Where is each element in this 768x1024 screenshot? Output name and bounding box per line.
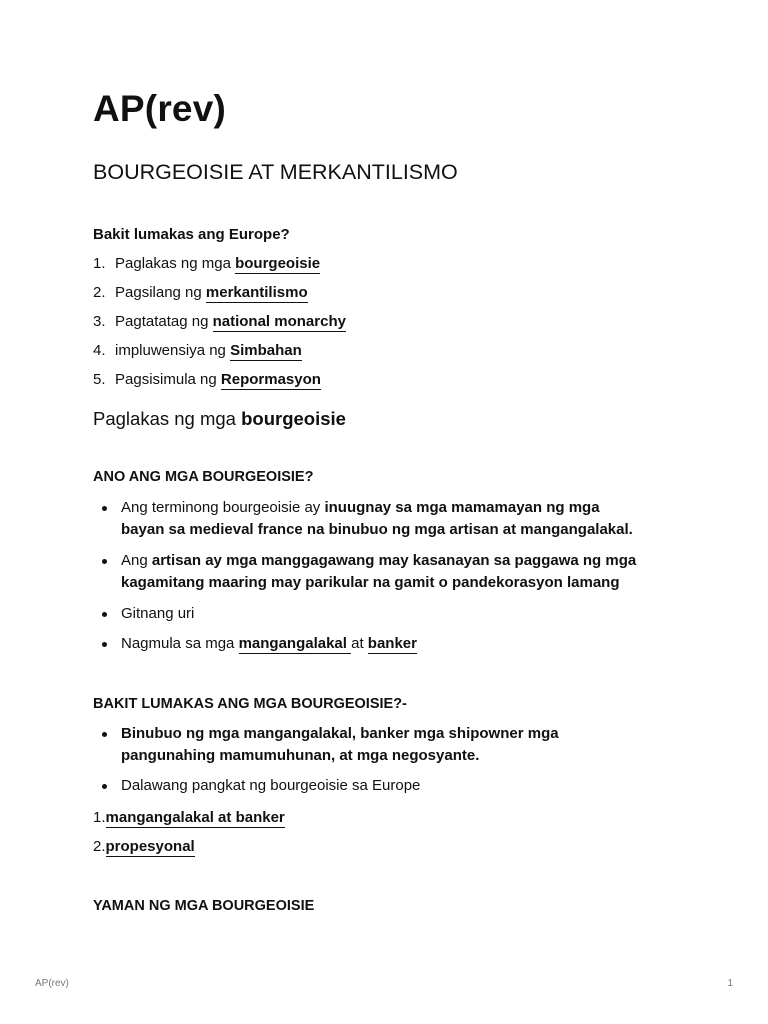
bullet-dot (102, 559, 107, 564)
bullet-bold-text: artisan ay mga manggagawang may kasanayan sa paggawa ng mga (151, 552, 637, 569)
page-number: 1 (727, 978, 733, 989)
bullet-bold-text: pangunahing mamumuhunan, at mga negosyante. (121, 747, 480, 764)
bullet-item (93, 775, 693, 797)
bullet-item (93, 603, 693, 625)
section-heading (93, 408, 346, 430)
bullet-text: Nagmula sa mga (121, 635, 239, 652)
bullet-dot (102, 784, 107, 789)
reason-text: Pagsisimula ng (115, 371, 221, 388)
group-item-1 (93, 809, 285, 826)
reason-number: 4. (93, 342, 106, 359)
bullet-text: Ang (121, 552, 152, 569)
reason-link[interactable]: bourgeoisie (235, 255, 321, 272)
group-link[interactable]: propesyonal (105, 838, 195, 855)
reason-link[interactable]: Repormasyon (220, 371, 321, 388)
section-heading-normal: Paglakas ng mga (93, 408, 242, 429)
reason-number: 2. (93, 284, 106, 301)
reason-item-1 (93, 255, 320, 272)
reason-text: Pagtatatag ng (115, 313, 213, 330)
reason-link[interactable]: Simbahan (230, 342, 302, 359)
bullet-item (93, 633, 693, 655)
group-item-2 (93, 838, 195, 855)
reason-text: impluwensiya ng (115, 342, 231, 359)
reason-number: 1. (93, 255, 106, 272)
footer-title: AP(rev) (35, 978, 69, 989)
reason-number: 3. (93, 313, 106, 330)
reason-item-2 (93, 284, 308, 301)
reason-number: 5. (93, 371, 106, 388)
reason-text: Paglakas ng mga (115, 255, 236, 272)
bullet-dot (102, 642, 107, 647)
bullet-bold-text: bayan sa medieval france na binubuo ng mga artisan at mangangalakal. (121, 521, 633, 538)
group-link[interactable]: mangangalakal at banker (105, 809, 285, 826)
reason-item-5 (93, 371, 321, 388)
section-heading-bold: bourgeoisie (241, 408, 346, 429)
bullet-link[interactable]: banker (367, 635, 417, 652)
bullet-bold-text: Binubuo ng mga mangangalakal, banker mga shipowner mga (121, 725, 559, 742)
bullet-text: Ang terminong bourgeoisie ay (121, 499, 325, 516)
reason-text: Pagsilang ng (115, 284, 206, 301)
bullet-item (93, 723, 693, 767)
reason-link[interactable]: national monarchy (212, 313, 346, 330)
bullet-dot (102, 506, 107, 511)
bullet-text: Dalawang pangkat ng bourgeoisie sa Europe (121, 777, 421, 794)
bullet-dot (102, 612, 107, 617)
reason-item-4 (93, 342, 302, 359)
bullet-bold-text: inuugnay sa mga mamamayan ng mga (324, 499, 600, 516)
section-title-ano: ANO ANG MGA BOURGEOISIE? (93, 469, 314, 485)
bullet-link[interactable]: mangangalakal (238, 635, 352, 652)
reason-link[interactable]: merkantilismo (205, 284, 308, 301)
bullet-bold-text: kagamitang maaring may parikular na gamit o pandekorasyon lamang (121, 574, 620, 591)
bullet-text: Gitnang uri (121, 605, 195, 622)
bullet-item (93, 550, 693, 594)
bullet-item (93, 497, 693, 541)
section-title-yaman: YAMAN NG MGA BOURGEOISIE (93, 898, 315, 914)
bullet-dot (102, 732, 107, 737)
document-title: AP(rev) (93, 88, 226, 129)
bullet-text: at (351, 635, 368, 652)
reason-item-3 (93, 313, 346, 330)
section-title-bakit: BAKIT LUMAKAS ANG MGA BOURGEOISIE?- (93, 696, 407, 712)
document-subtitle: BOURGEOISIE AT MERKANTILISMO (93, 160, 458, 184)
question-heading: Bakit lumakas ang Europe? (93, 226, 290, 243)
group-number: 2. (93, 838, 106, 855)
group-number: 1. (93, 809, 106, 826)
